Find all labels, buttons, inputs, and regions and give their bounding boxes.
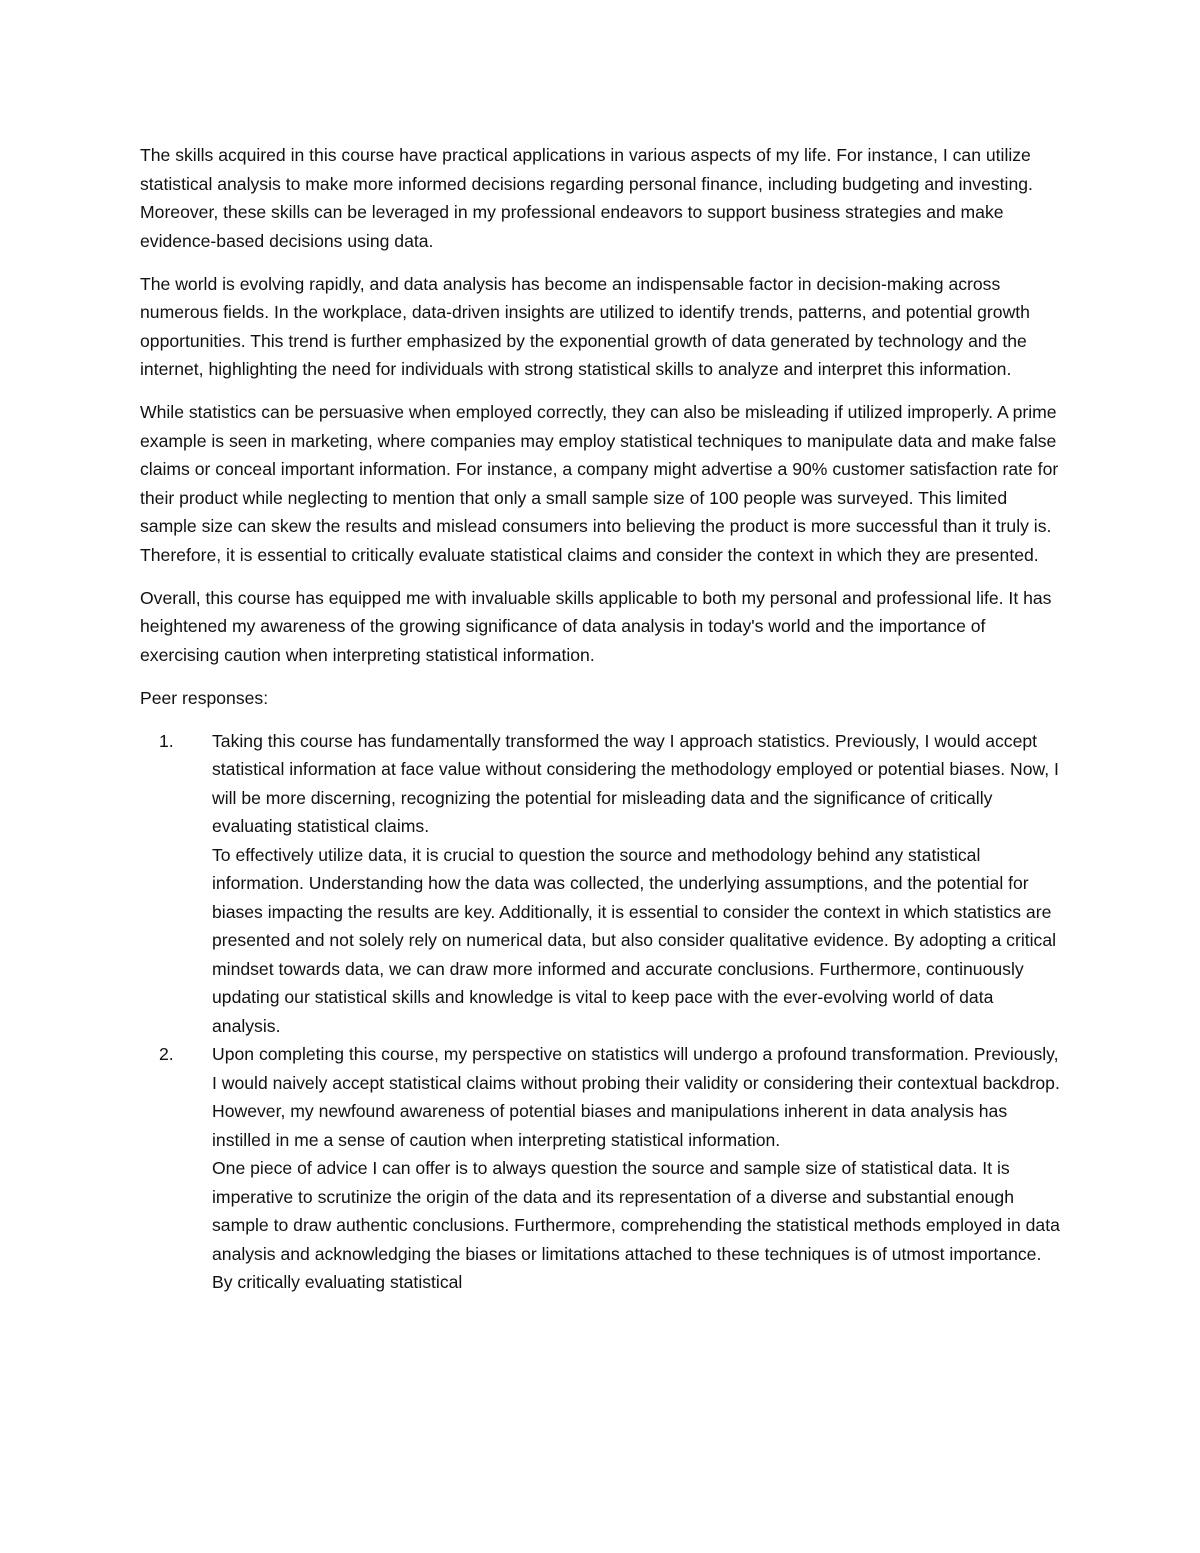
peer-responses-heading: Peer responses: [140, 687, 269, 708]
list-number: 2. [159, 1044, 174, 1064]
list-number: 1. [159, 730, 174, 751]
peer-response-text: One piece of advice I can offer is to always question the source and sample size of statistical data. It is imperative to scrutinize the origin of the data and its representation of a diverse and substantial enough sample to draw authentic conclusions. Furthermore, comprehending the statistical methods employed in data analysis and acknowledging the biases or limitations attached to these techniques is of utmost importance. By critically evaluating statistical [212, 1158, 1060, 1292]
list-item [140, 727, 1060, 1041]
peer-response-text: Upon completing this course, my perspective on statistics will undergo a profound transformation. Previously, I would naively accept statistical claims without probing their validity or considering their contextual backdrop. However, my newfound awareness of potential biases and manipulations inherent in data analysis has instilled in me a sense of caution when interpreting statistical information. [212, 1044, 1060, 1150]
peer-responses-list [140, 727, 1060, 1297]
paragraph-overall: Overall, this course has equipped me with invaluable skills applicable to both my personal and professional life. It has heightened my awareness of the growing significance of data analysis in today's world and the importance of exercising caution when interpreting statistical information. [140, 587, 1052, 665]
document-body [140, 141, 1060, 1297]
list-item [140, 1040, 1060, 1297]
paragraph-practical-applications: The skills acquired in this course have practical applications in various aspects of my life. For instance, I can utilize statistical analysis to make more informed decisions regarding personal finance, including budgeting and investing. Moreover, these skills can be leveraged in my professional endeavors to support business strategies and make evidence-based decisions using data. [140, 145, 1033, 251]
peer-response-text: To effectively utilize data, it is crucial to question the source and methodology behind any statistical information. Understanding how the data was collected, the underlying assumptions, and the potential for biases impacting the results are key. Additionally, it is essential to consider the context in which statistics are presented and not solely rely on numerical data, but also consider qualitative evidence. By adopting a critical mindset towards data, we can draw more informed and accurate conclusions. Furthermore, continuously updating our statistical skills and knowledge is vital to keep pace with the ever-evolving world of data analysis. [212, 844, 1057, 1036]
paragraph-misleading-statistics: While statistics can be persuasive when employed correctly, they can also be misleading if utilized improperly. A prime example is seen in marketing, where companies may employ statistical techniques to manipulate data and make false claims or conceal important information. For instance, a company might advertise a 90% customer satisfaction rate for their product while neglecting to mention that only a small sample size of 100 people was surveyed. This limited sample size can skew the results and mislead consumers into believing the product is more successful than it truly is. Therefore, it is essential to critically evaluate statistical claims and consider the context in which they are presented. [140, 402, 1059, 565]
peer-response-text: Taking this course has fundamentally transformed the way I approach statistics. Previously, I would accept statistical information at face value without considering the methodology employed or potential biases. Now, I will be more discerning, recognizing the potential for misleading data and the significance of critically evaluating statistical claims. [212, 730, 1059, 836]
paragraph-evolving-world: The world is evolving rapidly, and data analysis has become an indispensable factor in decision-making across numerous fields. In the workplace, data-driven insights are utilized to identify trends, patterns, and potential growth opportunities. This trend is further emphasized by the exponential growth of data generated by technology and the internet, highlighting the need for individuals with strong statistical skills to analyze and interpret this information. [140, 273, 1030, 379]
